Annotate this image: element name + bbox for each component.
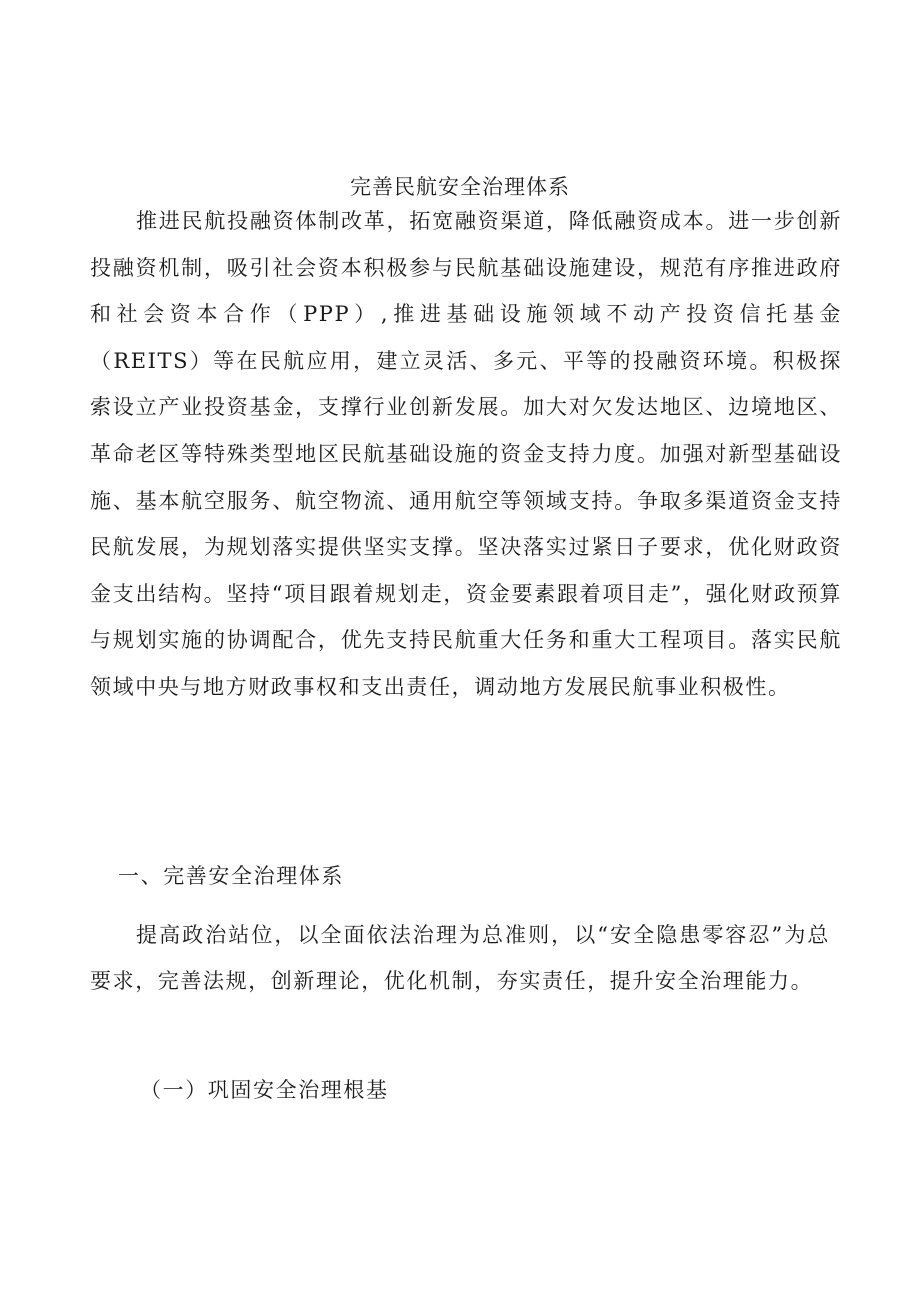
- subsection-heading: （一）巩固安全治理根基: [140, 1078, 389, 1102]
- body-paragraph-safety-governance: 提高政治站位，以全面依法治理为总准则，以“安全隐患零容忍”为总要求，完善法规，创新理论，优化机制，夯实责任，提升安全治理能力。: [90, 923, 830, 993]
- body-paragraph-financing: 推进民航投融资体制改革，拓宽融资渠道，降低融资成本。进一步创新投融资机制，吸引社会资本积极参与民航基础设施建设，规范有序推进政府和社会资本合作（PPP）,推进基础设施领域不动产投资信托基金（REITS）等在民航应用，建立灵活、多元、平等的投融资环境。积极探索设立产业投资基金，支撑行业创新发展。加大对欠发达地区、边境地区、革命老区等特殊类型地区民航基础设施的资金支持力度。加强对新型基础设施、基本航空服务、航空物流、通用航空等领域支持。争取多渠道资金支持民航发展，为规划落实提供坚实支撑。坚决落实过紧日子要求，优化财政资金支出结构。坚持“项目跟着规划走，资金要素跟着项目走”，强化财政预算与规划实施的协调配合，优先支持民航重大任务和重大工程项目。落实民航领域中央与地方财政事权和支出责任，调动地方发展民航事业积极性。: [90, 209, 842, 699]
- section-heading: 一、完善安全治理体系: [118, 864, 344, 888]
- document-title: 完善民航安全治理体系: [350, 175, 570, 199]
